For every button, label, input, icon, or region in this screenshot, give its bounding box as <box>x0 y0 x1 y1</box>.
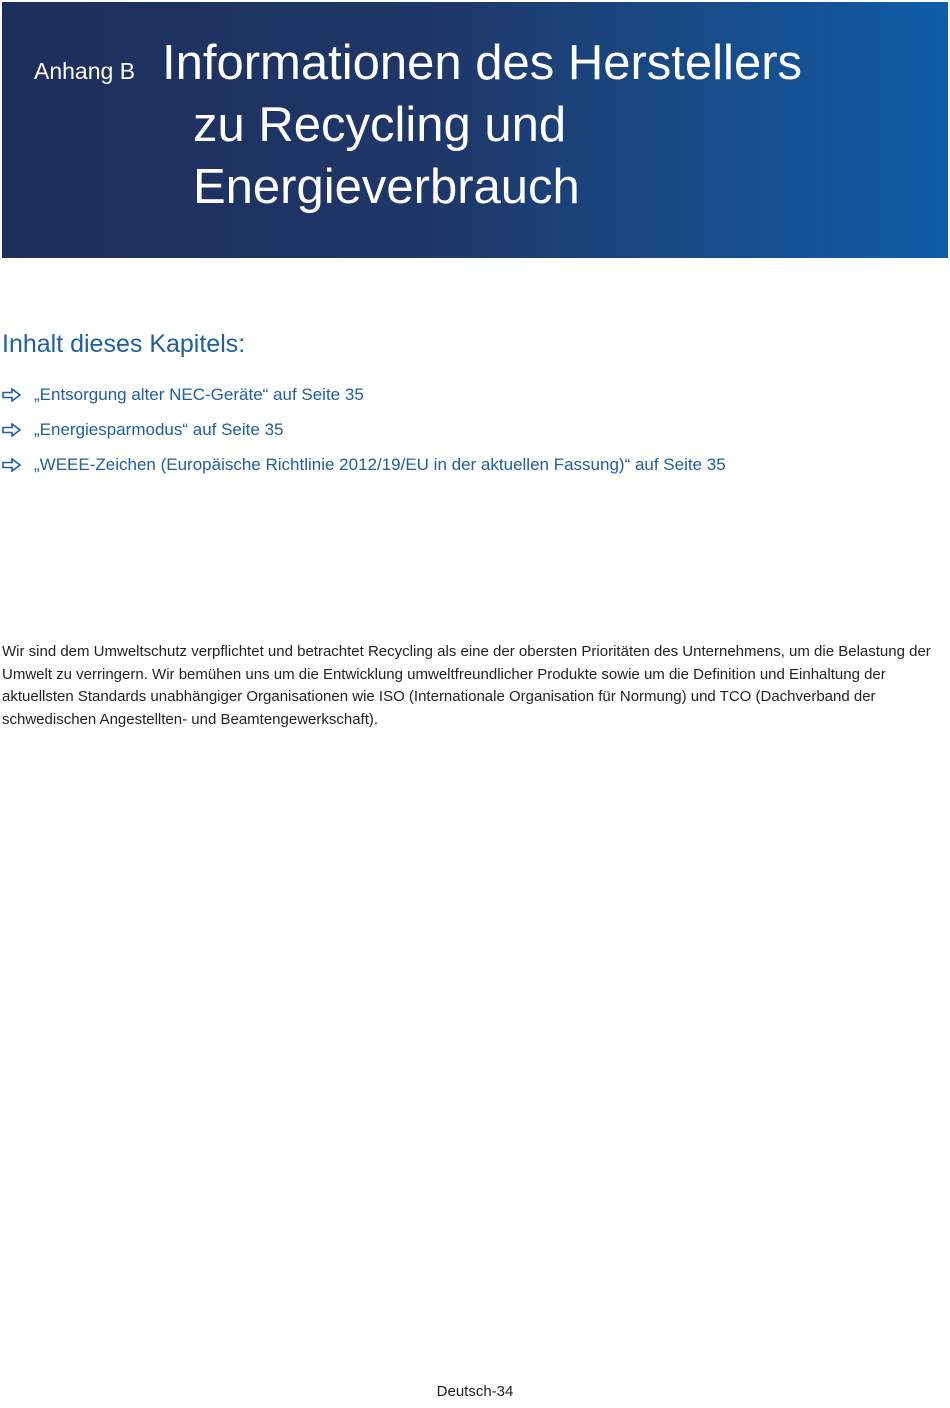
body-paragraph: Wir sind dem Umweltschutz verpflichtet und betrachtet Recycling als eine der obersten Prioritäten des Unternehmens, um die Belastung der Umwelt zu verringern. Wir bemühen uns um die Entwicklung umweltfreundlicher Produkte sowie um die Definition und Einhaltung der aktuellsten Standards unabhängiger Organisationen wie ISO (Internationale Organisation für Normung) und TCO (Dachverband der schwedischen Angestellten- und Beamtengewerkschaft). <box>2 643 931 728</box>
page-number: Deutsch-34 <box>436 1383 514 1400</box>
toc-item[interactable] <box>2 447 726 482</box>
chapter-title-line: zu Recycling und <box>193 98 567 152</box>
chapter-title <box>162 32 922 218</box>
chapter-title-line: Energieverbrauch <box>193 160 580 214</box>
toc-link[interactable]: „Entsorgung alter NEC-Geräte“ auf Seite 35 <box>34 384 364 404</box>
toc-item[interactable] <box>2 377 726 412</box>
toc-link[interactable]: „Energiesparmodus“ auf Seite 35 <box>34 419 284 439</box>
arrow-right-icon <box>2 458 24 472</box>
toc-link[interactable]: „WEEE-Zeichen (Europäische Richtlinie 2012/19/EU in der aktuellen Fassung)“ auf Seite 35 <box>34 454 726 474</box>
arrow-right-icon <box>2 388 24 402</box>
table-of-contents <box>2 377 726 482</box>
chapter-header <box>2 2 948 258</box>
chapter-title-line: Informationen des Herstellers <box>162 36 803 90</box>
contents-heading: Inhalt dieses Kapitels: <box>2 330 246 358</box>
toc-item[interactable] <box>2 412 726 447</box>
chapter-prefix: Anhang B <box>34 58 136 84</box>
arrow-right-icon <box>2 423 24 437</box>
